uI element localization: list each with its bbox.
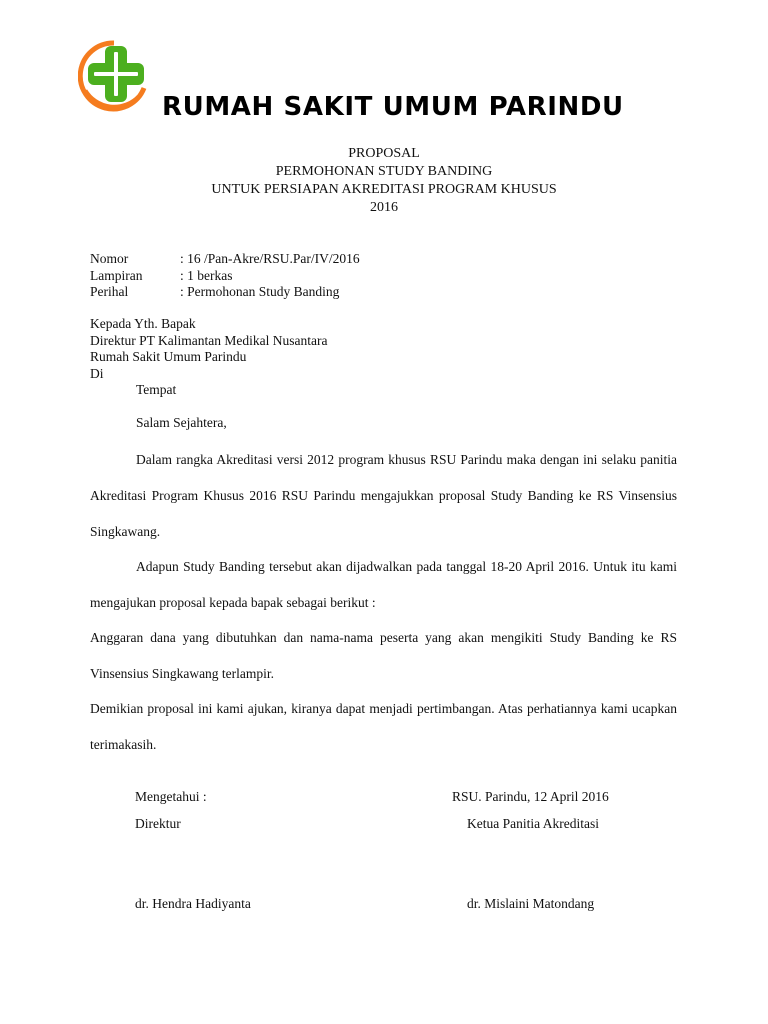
title-line-2: PERMOHONAN STUDY BANDING — [275, 164, 493, 179]
recipient-line: Di — [90, 366, 104, 382]
recipient-address — [90, 316, 327, 383]
meta-row-lampiran — [90, 268, 360, 285]
title-line-3: UNTUK PERSIAPAN AKREDITASI PROGRAM KHUSUS — [211, 182, 557, 197]
recipient-line: Kepada Yth. Bapak — [90, 316, 196, 331]
signature-left-caption: Mengetahui : — [135, 789, 207, 804]
body-paragraph: Demikian proposal ini kami ajukan, kiranya dapat menjadi pertimbangan. Atas perhatiannya kami ucapkan terimakasih. — [90, 701, 677, 752]
meta-value: : Permohonan Study Banding — [180, 284, 340, 300]
meta-row-perihal — [90, 284, 360, 301]
signature-left-title: Direktur — [135, 816, 181, 831]
recipient-line: Direktur PT Kalimantan Medikal Nusantara — [90, 332, 328, 348]
title-line-1: PROPOSAL — [348, 146, 420, 161]
signature-right-name: dr. Mislaini Matondang — [467, 896, 595, 911]
recipient-place: Tempat — [136, 382, 177, 397]
body-paragraph: Anggaran dana yang dibutuhkan dan nama-nama peserta yang akan mengikiti Study Banding ke RS Vinsensius Singkawang terlampir. — [90, 630, 677, 681]
meta-value: : 16 /Pan-Akre/RSU.Par/IV/2016 — [180, 251, 360, 266]
meta-label: Perihal — [90, 284, 129, 300]
greeting: Salam Sejahtera, — [136, 415, 227, 430]
meta-label: Nomor — [90, 251, 129, 266]
signature-left-name: dr. Hendra Hadiyanta — [135, 896, 251, 911]
document-title — [0, 145, 768, 217]
meta-value: : 1 berkas — [180, 267, 233, 283]
signature-right-title: Ketua Panitia Akreditasi — [467, 816, 599, 831]
hospital-logo — [78, 40, 150, 112]
hospital-name: RUMAH SAKIT UMUM PARINDU — [162, 92, 624, 122]
body-paragraph: Adapun Study Banding tersebut akan dijadwalkan pada tanggal 18-20 April 2016. Untuk itu kami mengajukan proposal kepada bapak sebagai berikut : — [90, 559, 677, 610]
signature-place-date: RSU. Parindu, 12 April 2016 — [452, 789, 609, 804]
title-line-4: 2016 — [370, 200, 398, 215]
meta-row-nomor — [90, 251, 360, 268]
health-cross-icon — [78, 40, 150, 112]
letter-meta — [90, 251, 360, 301]
body-paragraph: Dalam rangka Akreditasi versi 2012 program khusus RSU Parindu maka dengan ini selaku panitia Akreditasi Program Khusus 2016 RSU Parindu mengajukkan proposal Study Banding ke RS Vinsensius Singkawang. — [90, 452, 677, 539]
meta-label: Lampiran — [90, 267, 143, 283]
recipient-line: Rumah Sakit Umum Parindu — [90, 349, 247, 365]
